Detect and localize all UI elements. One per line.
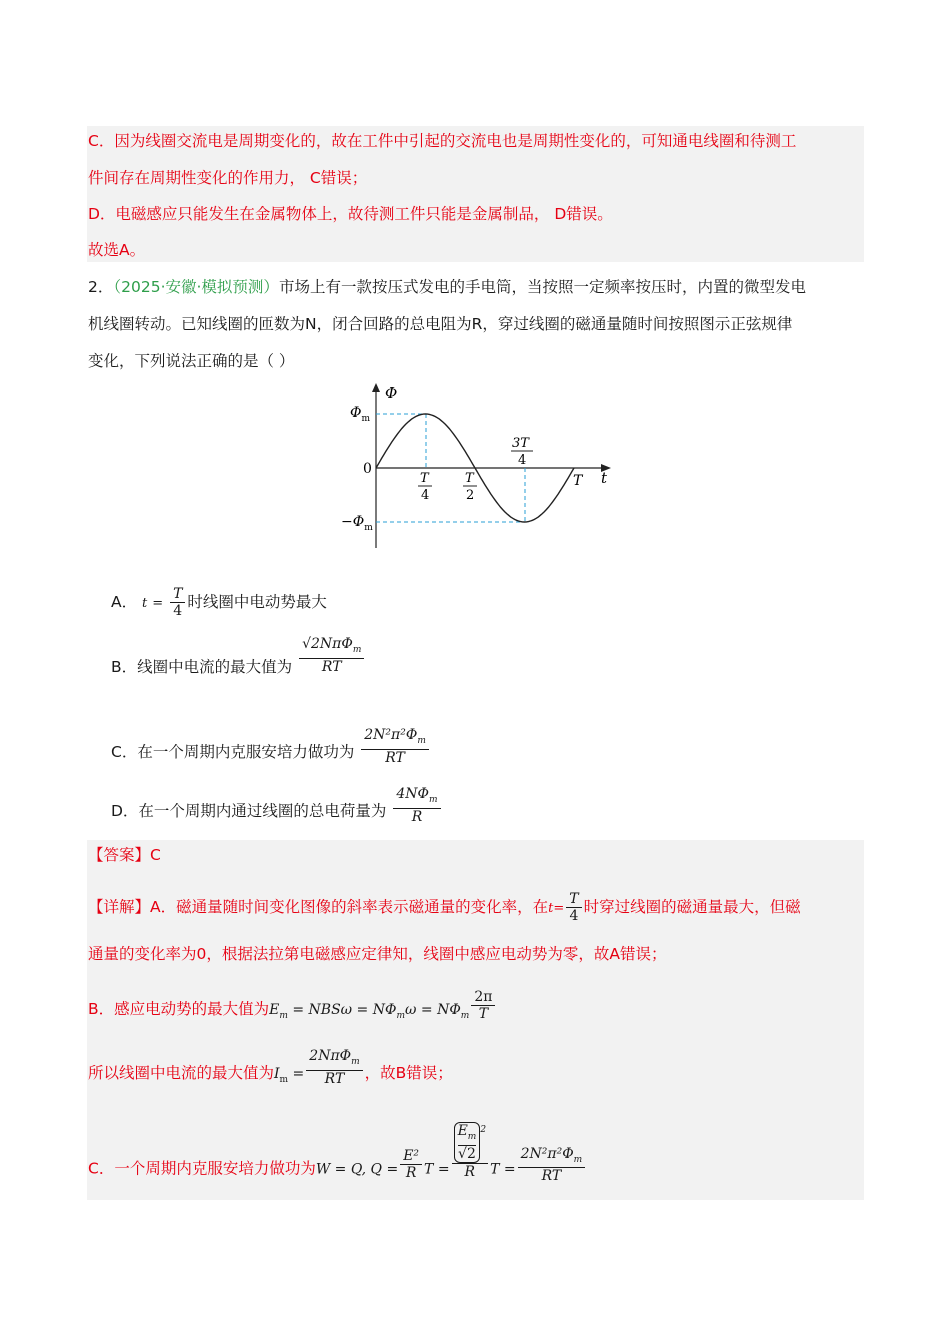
option-b-label: B．线圈中电流的最大值为 [111, 657, 293, 676]
tick-half-den: 2 [466, 488, 475, 503]
prev-solution-c-line1: C．因为线圈交流电是周期变化的，故在工件中引起的交流电也是周期性变化的，可知通电线圈和待测工 [88, 132, 797, 150]
option-c-label: C．在一个周期内克服安培力做功为 [111, 742, 355, 761]
option-a-t: t [142, 596, 148, 611]
option-a [111, 586, 327, 619]
tick-3q-den: 4 [518, 453, 527, 468]
option-b [111, 636, 366, 687]
detail-c-line: C．一个周期内克服安培力做功为W = Q, Q = $\frac{\text{E²}}{R}$ T = $\frac{E_m}{√2}$ $^2$ R T = $\frac{2N^2\pi^2\Phi_m}{RT}$ [88, 1140, 587, 1198]
flux-time-graph [335, 380, 625, 550]
detail-b-line: B．感应电动势的最大值为$E_m = NBS\omega = N\Phi_m\omega = N\Phi_m$ $\frac{2\pi}{T}$ [88, 993, 497, 1027]
tick-full: T [573, 473, 583, 489]
option-c [111, 727, 431, 772]
detail-i-line: 所以线圈中电流的最大值为$I_m$ = $\frac{2N\pi\Phi_m}{RT}$ ，故B错误； [88, 1048, 453, 1087]
question-source: （2025·安徽·模拟预测） [113, 278, 279, 296]
detail-a-line1: 【详解】A．磁通量随时间变化图像的斜率表示磁通量的变化率，在t= $\frac{T}{4}$ 时穿过线圈的磁通量最大，但磁 [88, 891, 801, 924]
question-text-line1: 市场上有一款按压式发电的手电筒，当按照一定频率按压时，内置的微型发电 [278, 278, 806, 296]
prev-solution-d-line: D．电磁感应只能发生在金属物体上，故待测工件只能是金属制品， D错误。 [88, 205, 613, 223]
question-line1 [88, 276, 806, 298]
question-number: 2． [88, 278, 114, 296]
tick-quarter-den: 4 [421, 488, 430, 503]
question-text-line2: 机线圈转动。已知线圈的匝数为N，闭合回路的总电阻为R，穿过线圈的磁通量随时间按照图示正弦规律 [88, 315, 793, 333]
question-text-line3: 变化，下列说法正确的是（ ） [88, 352, 295, 370]
option-d-fraction: $\frac{4N\Phi_m}{R}$ [393, 786, 440, 825]
origin-label: 0 [363, 461, 372, 477]
option-a-label: A． [111, 593, 138, 611]
answer-label: 【答案】C [88, 846, 161, 864]
tick-3q-num: 3T [512, 436, 529, 451]
option-d-label: D．在一个周期内通过线圈的总电荷量为 [111, 801, 387, 820]
prev-solution-choice: 故选A。 [88, 241, 146, 259]
option-c-fraction: $\frac{2N^2\pi^2\Phi_m}{RT}$ [361, 727, 429, 766]
y-axis-label: Φ [385, 384, 398, 402]
option-a-eq: = [152, 596, 164, 611]
x-axis-label: t [601, 469, 608, 487]
phi-min-label: $-\Phi_m$ [341, 514, 373, 533]
y-axis-arrow [372, 383, 380, 392]
phi-max-label: $\Phi_m$ [350, 405, 371, 424]
option-a-text: 时线圈中电动势最大 [187, 593, 327, 611]
option-b-fraction: $\frac{√2N\pi\Phi_m}{RT}$ [299, 636, 364, 675]
tick-quarter-num: T [420, 471, 429, 486]
tick-half-num: T [465, 471, 474, 486]
option-d [111, 786, 443, 831]
prev-solution-c-line2: 件间存在周期性变化的作用力， C错误； [88, 169, 368, 187]
option-a-fraction: $\frac{T}{4}$ [170, 586, 185, 619]
detail-a-line2: 通量的变化率为0，根据法拉第电磁感应定律知，线圈中感应电动势为零，故A错误； [88, 945, 667, 963]
